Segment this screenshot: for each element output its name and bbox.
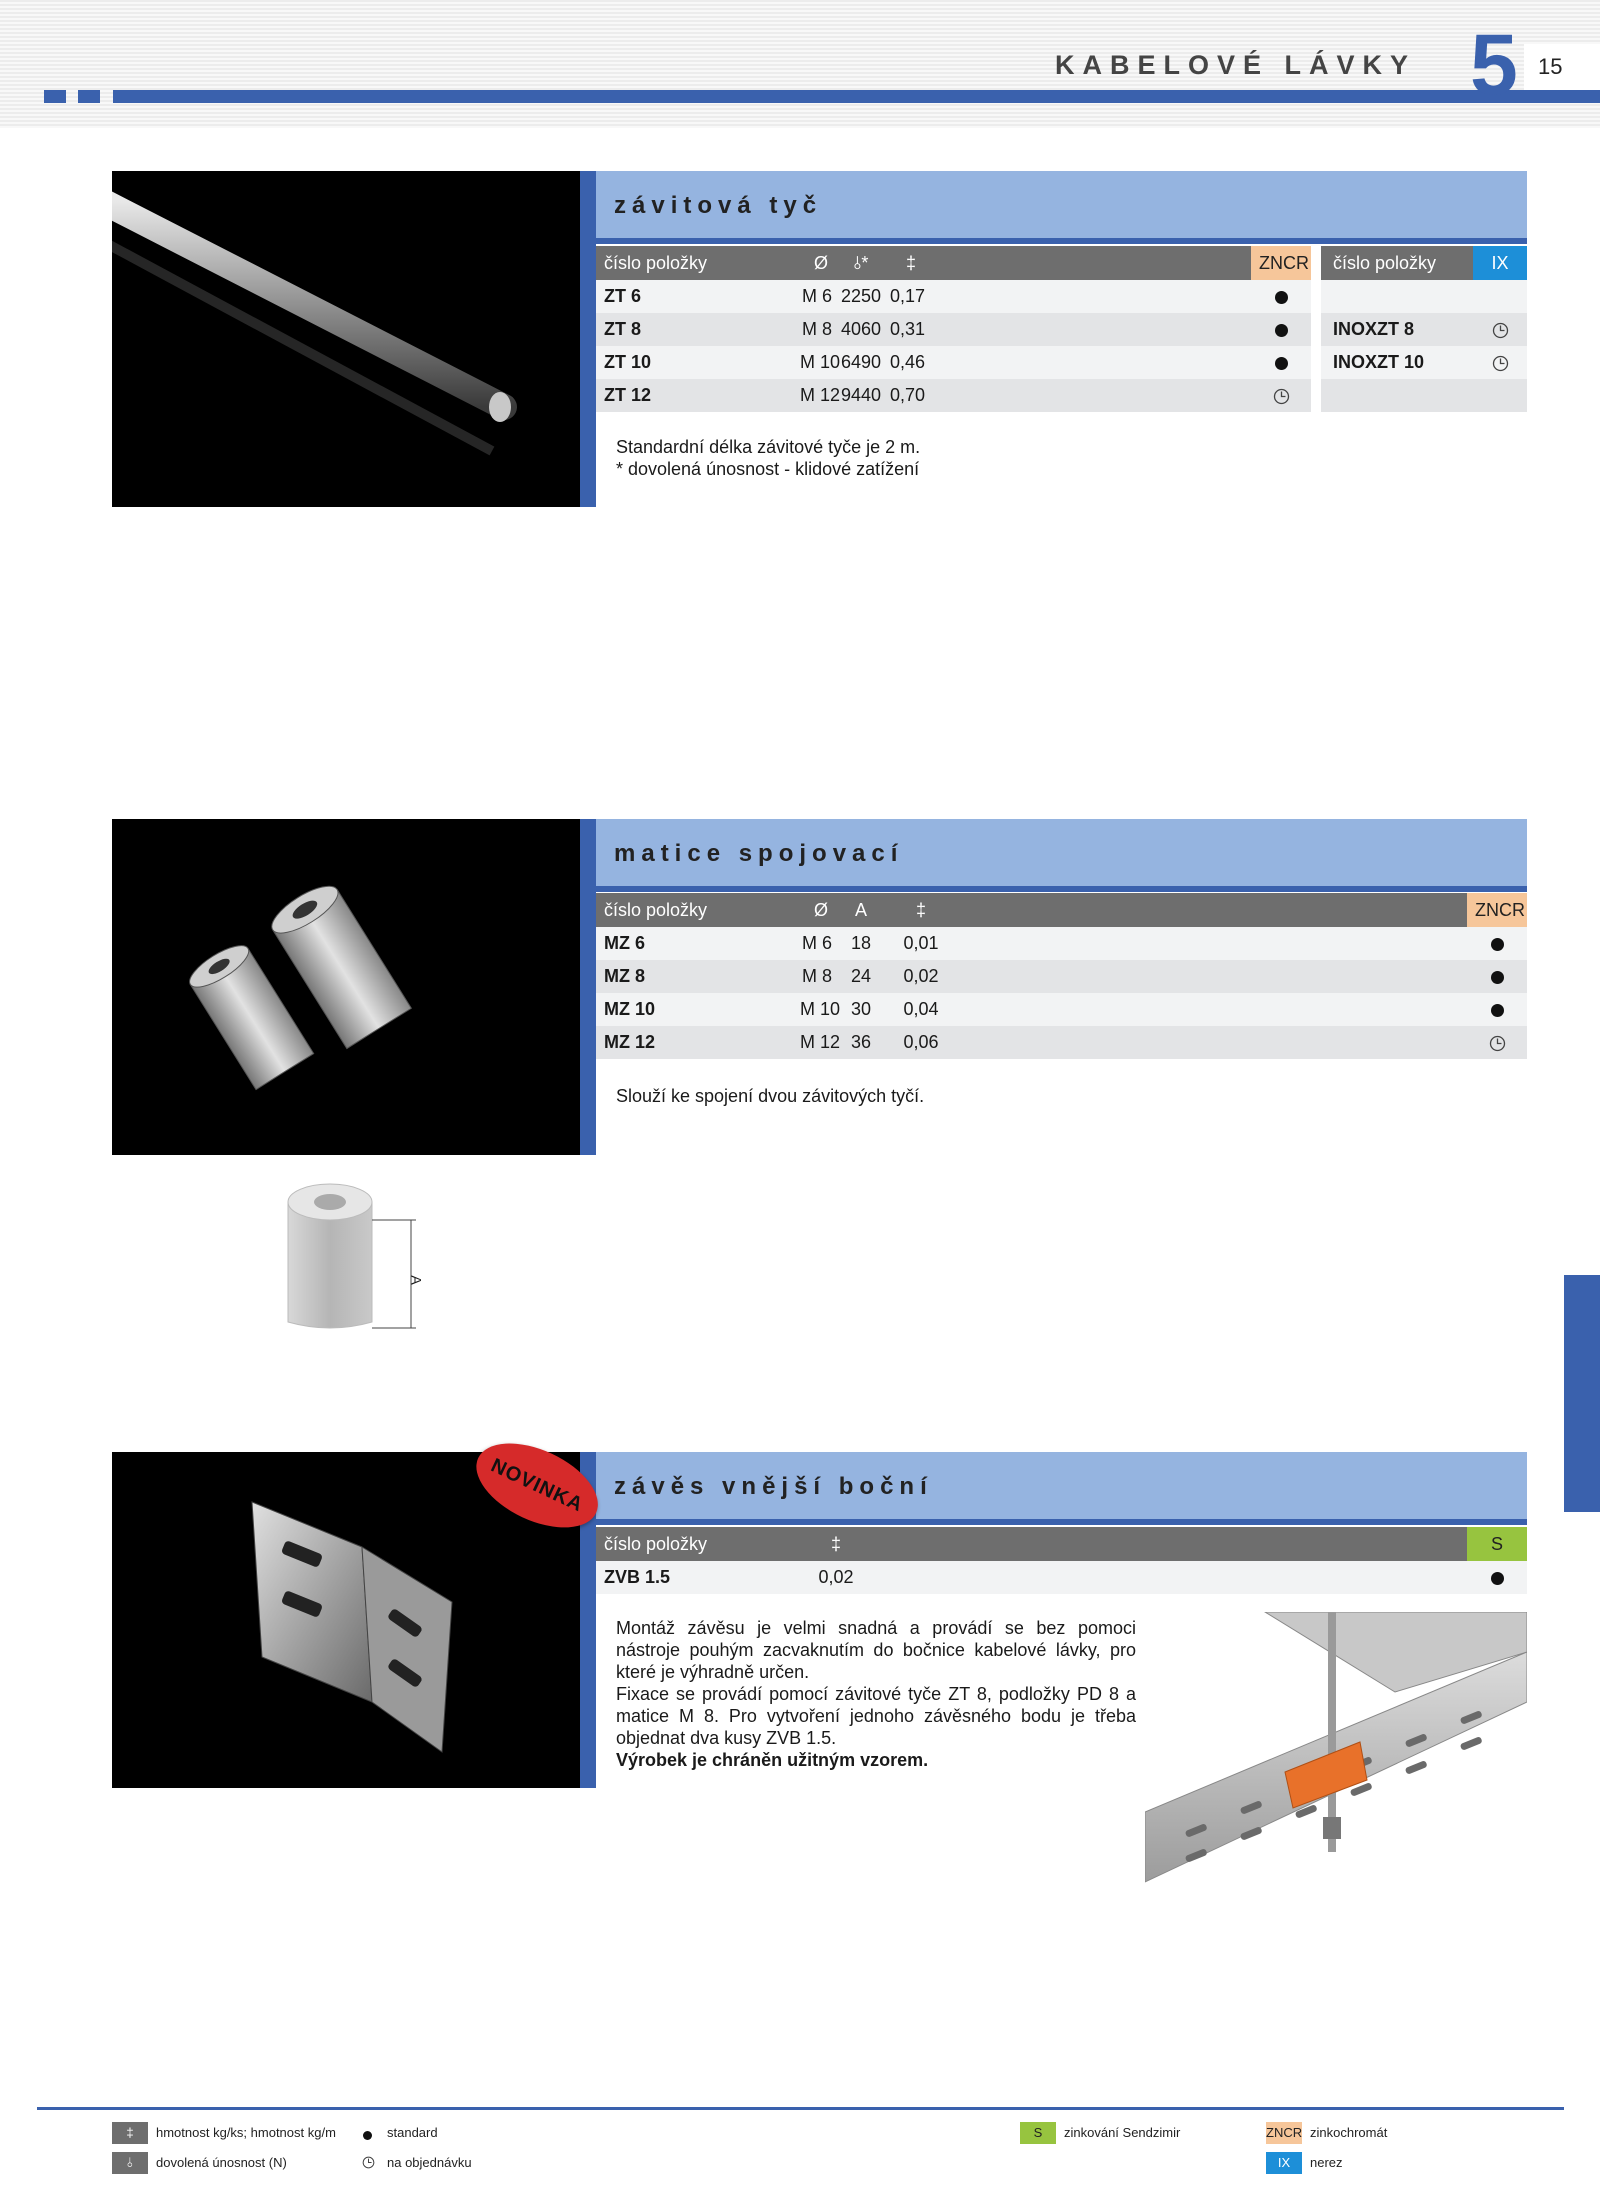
note-paragraph: Fixace se provádí pomocí závitové tyče ZT 8, podložky PD 8 a matice M 8. Pro vytvoření jednoho závěsného bodu je třeba objednat dva kusy ZVB 1.5. [616,1684,1136,1748]
coupling-nut-note: Slouží ke spojení dvou závitových tyčí. [616,1086,925,1106]
item-dimension-a: 36 [836,1026,886,1059]
table-row [596,346,1527,379]
note-line: * dovolená únosnost - klidové zatížení [616,459,920,479]
coupling-nut-photo [112,819,580,1155]
col-spacer [876,1527,1467,1561]
table-row [596,280,1527,313]
page-number: 15 [1538,54,1563,79]
novinka-label: NOVINKA [487,1454,587,1516]
footer-line [37,2107,1564,2110]
item-code: MZ 8 [596,960,796,993]
legend-standard-dot-icon [363,2127,372,2145]
col-diameter: Ø [796,893,836,927]
header-square [78,90,100,103]
inox-row-empty [1321,379,1527,412]
inox-item-code: INOXZT 10 [1333,352,1425,372]
col-diameter: Ø [796,246,836,280]
item-code: ZT 8 [596,313,796,346]
section-title-bar [596,171,1527,244]
item-load: 6490 [836,346,886,379]
side-hanger-notes [616,1617,1136,1771]
section-accent-bar [580,171,596,507]
legend-order-label: na objednávku [387,2155,472,2170]
item-weight: 0,17 [886,280,936,313]
legend-zncr-code: ZNCR [1266,2122,1302,2144]
item-weight: 0,02 [886,960,956,993]
table-row [596,313,1527,346]
col-zncr: ZNCR [1467,893,1527,927]
col-load: ⫰* [836,246,886,280]
dimension-label-a: A [408,1275,425,1285]
chapter-side-tab [1564,1275,1600,1512]
item-diameter: M 10 [796,993,836,1026]
coupling-nut-drawing [280,1172,430,1337]
page-title: KABELOVÉ LÁVKY [1054,50,1416,80]
table-row [596,1026,1527,1059]
col-item-number: číslo položky [596,893,796,927]
section-title-bar [596,1452,1527,1525]
inox-item-code: INOXZT 8 [1333,319,1415,339]
item-weight: 0,04 [886,993,956,1026]
col-inox-group [1321,246,1527,280]
item-dimension-a: 30 [836,993,886,1026]
table-row [596,960,1527,993]
item-weight: 0,02 [796,1561,876,1594]
table-row [596,1561,1527,1594]
inox-row-empty [1321,280,1527,313]
item-weight: 0,70 [886,379,936,412]
section-title: matice spojovací [614,840,904,867]
item-weight: 0,46 [886,346,936,379]
col-dimension-a: A [836,893,886,927]
chapter-number: 5 [1470,17,1518,113]
item-code: ZVB 1.5 [596,1561,796,1594]
standard-dot-icon [1275,291,1288,304]
item-load: 4060 [836,313,886,346]
installation-illustration [1145,1612,1527,1887]
col-spacer [936,246,1251,280]
item-code: MZ 10 [596,993,796,1026]
legend-standard-label: standard [387,2125,438,2140]
on-order-clock-icon [1467,1026,1527,1059]
table-row [596,927,1527,960]
legend-weight-symbol: ‡ [112,2122,148,2144]
item-dimension-a: 24 [836,960,886,993]
item-load: 9440 [836,379,886,412]
item-weight: 0,01 [886,927,956,960]
col-weight: ‡ [796,1527,876,1561]
item-code: ZT 6 [596,280,796,313]
col-spacer [956,893,1467,927]
note-bold: Výrobek je chráněn užitným vzorem. [616,1750,929,1770]
section-title: závitová tyč [614,192,823,219]
legend-order-clock-icon [362,2156,375,2174]
section-title: závěs vnější boční [614,1473,933,1500]
coupling-nut-table [596,893,1527,1059]
threaded-rod-table [596,246,1527,412]
note-line: Standardní délka závitové tyče je 2 m. [616,437,921,457]
legend-s-code: S [1020,2122,1056,2144]
item-code: MZ 6 [596,927,796,960]
col-weight: ‡ [886,246,936,280]
col-weight: ‡ [886,893,956,927]
col-item-number: číslo položky [596,246,796,280]
item-code: ZT 12 [596,379,796,412]
legend-weight-label: hmotnost kg/ks; hmotnost kg/m [156,2125,336,2140]
col-zncr: ZNCR [1251,246,1311,280]
item-code: MZ 12 [596,1026,796,1059]
legend-ix-label: nerez [1310,2155,1343,2170]
item-diameter: M 6 [796,280,836,313]
table-row [596,993,1527,1026]
on-order-clock-icon [1251,379,1311,412]
item-diameter: M 12 [796,379,836,412]
standard-dot-icon [1491,1004,1504,1017]
on-order-clock-icon [1473,352,1527,373]
standard-dot-icon [1491,971,1504,984]
item-load: 2250 [836,280,886,313]
legend-load-symbol: ⫰ [112,2152,148,2174]
col-sendzimir: S [1467,1527,1527,1561]
standard-dot-icon [1275,324,1288,337]
legend-load-label: dovolená únosnost (N) [156,2155,287,2170]
standard-dot-icon [1491,938,1504,951]
item-diameter: M 8 [796,313,836,346]
section-accent-bar [580,819,596,1155]
side-hanger-table [596,1527,1527,1594]
header-square [44,90,66,103]
legend-s-label: zinkování Sendzimir [1064,2125,1181,2140]
item-diameter: M 8 [796,960,836,993]
item-diameter: M 10 [796,346,836,379]
item-weight: 0,06 [886,1026,956,1059]
standard-dot-icon [1491,1572,1504,1585]
item-dimension-a: 18 [836,927,886,960]
header-line [113,90,1600,103]
legend-zncr-label: zinkochromát [1310,2125,1388,2140]
item-diameter: M 12 [796,1026,836,1059]
table-row [596,379,1527,412]
col-ix: IX [1473,246,1527,280]
standard-dot-icon [1275,357,1288,370]
section-title-bar [596,819,1527,892]
item-code: ZT 10 [596,346,796,379]
threaded-rod-notes [616,436,1316,480]
on-order-clock-icon [1473,319,1527,340]
col-inox-item-number: číslo položky [1333,252,1437,273]
threaded-rod-photo [112,171,580,507]
note-paragraph: Montáž závěsu je velmi snadná a provádí se bez pomoci nástroje pouhým zacvaknutím do bočnice kabelové lávky, pro které je výhradně určen. [616,1618,1136,1682]
item-diameter: M 6 [796,927,836,960]
col-separator [1311,246,1321,280]
item-weight: 0,31 [886,313,936,346]
legend-ix-code: IX [1266,2152,1302,2174]
col-item-number: číslo položky [596,1527,796,1561]
